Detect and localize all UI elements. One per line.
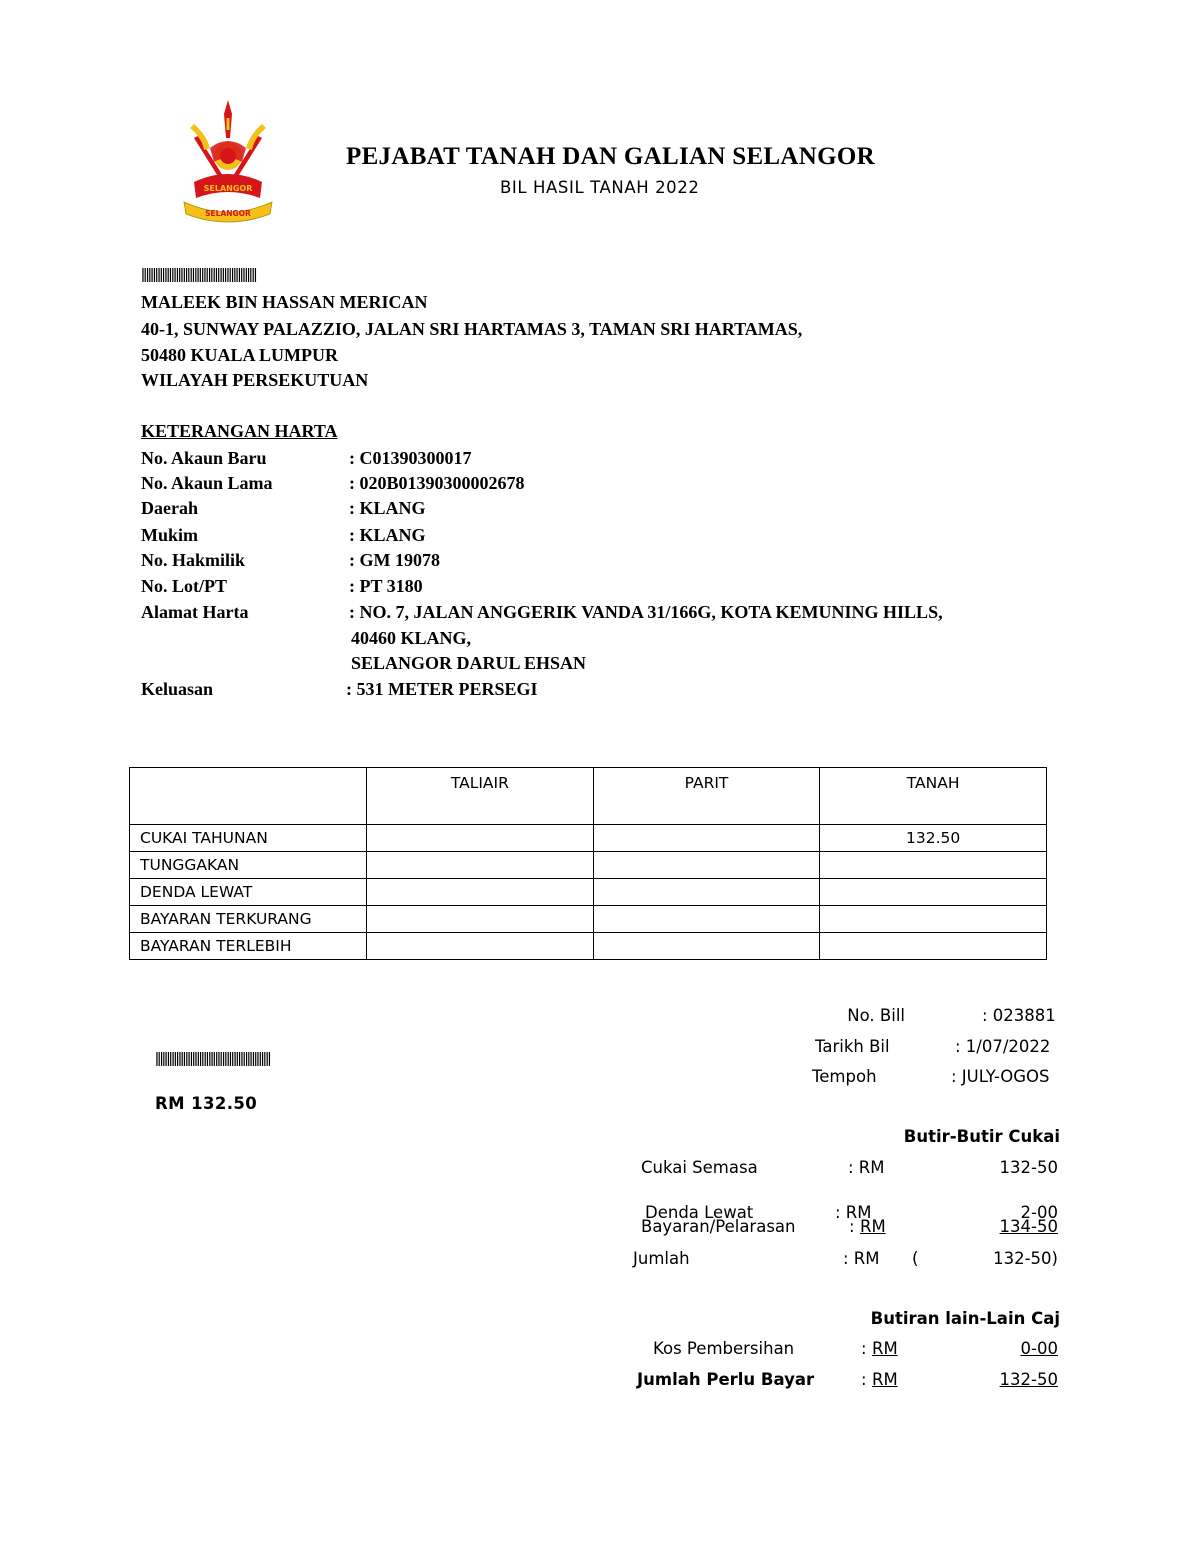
tempoh-value: : JULY-OGOS xyxy=(951,1067,1050,1086)
denda-lewat-amount: 2-00 xyxy=(1020,1203,1058,1222)
property-section-title: KETERANGAN HARTA xyxy=(141,421,338,441)
svg-text:SELANGOR: SELANGOR xyxy=(203,184,253,193)
addressee-line2: 50480 KUALA LUMPUR xyxy=(141,345,338,365)
jumlah-perlu-bayar-rm: RM xyxy=(872,1370,898,1389)
value-alamat-harta-cont1: 40460 KLANG, xyxy=(351,628,472,648)
value-keluasan: : 531 METER PERSEGI xyxy=(346,679,538,699)
tempoh-label: Tempoh xyxy=(812,1067,877,1086)
jumlah-amount: 132-50) xyxy=(993,1249,1058,1268)
table-header-cell: PARIT xyxy=(593,768,820,825)
cell-taliair xyxy=(367,933,594,960)
tax-details-title: Butir-Butir Cukai xyxy=(903,1127,1060,1146)
kos-pembersihan-amount: 0-00 xyxy=(1020,1339,1058,1358)
cell-parit xyxy=(593,933,820,960)
kos-pembersihan-rm: RM xyxy=(872,1339,898,1358)
value-hakmilik: : GM 19078 xyxy=(349,550,440,570)
svg-text:SELANGOR: SELANGOR xyxy=(205,209,251,218)
cell-tanah xyxy=(820,879,1047,906)
cell-taliair xyxy=(367,852,594,879)
table-row xyxy=(130,825,1047,852)
value-lot-pt: : PT 3180 xyxy=(349,576,423,596)
table-header-cell xyxy=(130,768,367,825)
kos-pembersihan-label: Kos Pembersihan xyxy=(653,1339,795,1358)
barcode-bottom: |||||||||||||||||||||||||||||||||||||||||||||||||| xyxy=(155,1050,270,1067)
selangor-crest-logo xyxy=(180,98,276,230)
table-row xyxy=(130,852,1047,879)
jumlah-paren: ( xyxy=(912,1249,919,1268)
addressee-line1: 40-1, SUNWAY PALAZZIO, JALAN SRI HARTAMAS 3, TAMAN SRI HARTAMAS, xyxy=(141,319,803,339)
label-mukim: Mukim xyxy=(141,525,199,545)
kos-pembersihan-colon: : xyxy=(861,1339,867,1358)
cell-taliair xyxy=(367,906,594,933)
table-row xyxy=(130,906,1047,933)
cell-taliair xyxy=(367,825,594,852)
bayaran-pelarasan-rm: RM xyxy=(860,1217,886,1236)
label-keluasan: Keluasan xyxy=(141,679,214,699)
cell-parit xyxy=(593,852,820,879)
cell-tanah xyxy=(820,933,1047,960)
label-lot-pt: No. Lot/PT xyxy=(141,576,228,596)
tarikh-bil-value: : 1/07/2022 xyxy=(955,1037,1051,1056)
table-header-cell: TANAH xyxy=(820,768,1047,825)
addressee-name: MALEEK BIN HASSAN MERICAN xyxy=(141,292,428,312)
bayaran-pelarasan-colon: : xyxy=(849,1217,855,1236)
addressee-line3: WILAYAH PERSEKUTUAN xyxy=(141,370,369,390)
label-akaun-baru: No. Akaun Baru xyxy=(141,448,267,468)
value-daerah: : KLANG xyxy=(349,498,426,518)
denda-lewat-rm: : RM xyxy=(835,1203,872,1222)
no-bill-label: No. Bill xyxy=(847,1006,905,1025)
cukai-semasa-label: Cukai Semasa xyxy=(641,1158,758,1177)
label-akaun-lama: No. Akaun Lama xyxy=(141,473,273,493)
cell-taliair xyxy=(367,879,594,906)
row-label: CUKAI TAHUNAN xyxy=(130,825,367,852)
value-mukim: : KLANG xyxy=(349,525,426,545)
cukai-semasa-rm: : RM xyxy=(848,1158,885,1177)
table-header-row xyxy=(130,768,1047,825)
value-akaun-baru: : C01390300017 xyxy=(349,448,472,468)
jumlah-perlu-bayar-label: Jumlah Perlu Bayar xyxy=(637,1370,815,1389)
denda-lewat-label: Denda Lewat xyxy=(645,1203,754,1222)
cell-parit xyxy=(593,879,820,906)
jumlah-rm: : RM xyxy=(843,1249,880,1268)
cell-parit xyxy=(593,906,820,933)
tarikh-bil-label: Tarikh Bil xyxy=(815,1037,890,1056)
row-label: TUNGGAKAN xyxy=(130,852,367,879)
row-label: BAYARAN TERKURANG xyxy=(130,906,367,933)
label-alamat-harta: Alamat Harta xyxy=(141,602,249,622)
bayaran-pelarasan-label: Bayaran/Pelarasan xyxy=(641,1217,796,1236)
jumlah-label: Jumlah xyxy=(633,1249,690,1268)
cell-parit xyxy=(593,825,820,852)
no-bill-value: : 023881 xyxy=(982,1006,1056,1025)
cell-tanah: 132.50 xyxy=(820,825,1047,852)
payment-total: RM 132.50 xyxy=(155,1094,258,1113)
charges-table xyxy=(129,767,1047,960)
jumlah-perlu-bayar-amount: 132-50 xyxy=(999,1370,1058,1389)
value-akaun-lama: : 020B01390300002678 xyxy=(349,473,525,493)
barcode-top: |||||||||||||||||||||||||||||||||||||||||||||||||| xyxy=(141,266,256,283)
bill-subtitle: BIL HASIL TANAH 2022 xyxy=(500,178,700,197)
value-alamat-harta-cont2: SELANGOR DARUL EHSAN xyxy=(351,653,587,673)
office-title: PEJABAT TANAH DAN GALIAN SELANGOR xyxy=(346,143,875,170)
label-daerah: Daerah xyxy=(141,498,198,518)
cell-tanah xyxy=(820,852,1047,879)
table-header-cell: TALIAIR xyxy=(367,768,594,825)
cukai-semasa-amount: 132-50 xyxy=(999,1158,1058,1177)
bayaran-pelarasan-amount: 134-50 xyxy=(999,1217,1058,1236)
cell-tanah xyxy=(820,906,1047,933)
row-label: DENDA LEWAT xyxy=(130,879,367,906)
row-label: BAYARAN TERLEBIH xyxy=(130,933,367,960)
other-charges-title: Butiran lain-Lain Caj xyxy=(870,1309,1060,1328)
value-alamat-harta: : NO. 7, JALAN ANGGERIK VANDA 31/166G, KOTA KEMUNING HILLS, xyxy=(349,602,943,622)
jumlah-perlu-bayar-colon: : xyxy=(861,1370,867,1389)
table-row xyxy=(130,933,1047,960)
label-hakmilik: No. Hakmilik xyxy=(141,550,246,570)
table-row xyxy=(130,879,1047,906)
